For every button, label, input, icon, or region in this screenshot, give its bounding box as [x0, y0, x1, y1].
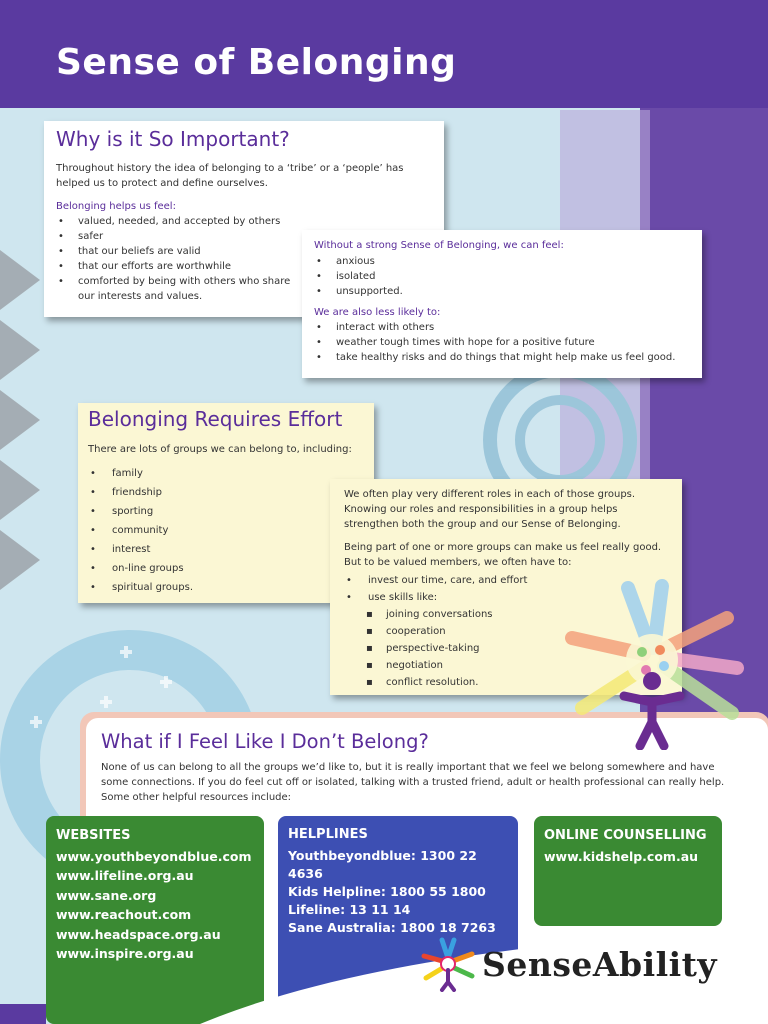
list-item: • family — [88, 464, 364, 483]
list-item: ▪ perspective-taking — [364, 640, 668, 657]
without-list — [314, 254, 690, 299]
websites-heading: WEBSITES — [56, 828, 131, 843]
list-item: • valued, needed, and accepted by others — [56, 214, 296, 229]
without-belonging-card — [302, 230, 702, 378]
list-item: • spiritual groups. — [88, 578, 364, 597]
helpline-item: Youthbeyondblue: 1300 22 4636 — [288, 848, 477, 881]
list-item: ▪ conflict resolution. — [364, 674, 668, 691]
without-label: Without a strong Sense of Belonging, we can feel: — [314, 240, 564, 251]
helpline-item: Kids Helpline: 1800 55 1800 — [288, 884, 486, 899]
list-item: • weather tough times with hope for a positive future — [314, 335, 690, 350]
page-title: Sense of Belonging — [56, 42, 457, 83]
list-item: • interact with others — [314, 320, 690, 335]
roles-paragraph-2: Being part of one or more groups can make us feel really good. But to be valued members, we often have to: — [344, 542, 662, 568]
website-link[interactable]: www.headspace.org.au — [56, 926, 221, 942]
logo-figure-icon — [420, 936, 476, 992]
belonging-helps-list — [56, 214, 296, 304]
list-item: • unsupported. — [314, 284, 690, 299]
why-intro-text: Throughout history the idea of belonging to a ‘tribe’ or a ‘people’ has helped us to protect and define ourselves. — [56, 163, 404, 189]
helplines-heading: HELPLINES — [288, 827, 368, 842]
hands-figure-illustration — [562, 578, 744, 750]
list-item: • use skills like: — [344, 589, 668, 606]
list-item: • that our efforts are worthwhile — [56, 259, 296, 274]
list-item: ▪ joining conversations — [364, 606, 668, 623]
list-item: • invest our time, care, and effort — [344, 572, 668, 589]
helpline-item: Sane Australia: 1800 18 7263 — [288, 920, 496, 935]
brand-name: SenseAbility — [482, 944, 718, 984]
website-link[interactable]: www.lifeline.org.au — [56, 868, 194, 883]
website-link[interactable]: www.inspire.org.au — [56, 946, 194, 961]
website-link[interactable]: www.reachout.com — [56, 907, 192, 922]
list-item: • safer — [56, 229, 296, 244]
groups-list — [88, 464, 364, 597]
effort-heading: Belonging Requires Effort — [88, 407, 343, 431]
list-item: • friendship — [88, 483, 364, 502]
list-item: ▪ cooperation — [364, 623, 668, 640]
effort-intro: There are lots of groups we can belong to, including: — [88, 444, 352, 455]
list-item: • anxious — [314, 254, 690, 269]
list-item: • community — [88, 521, 364, 540]
list-item: • that our beliefs are valid — [56, 244, 296, 259]
dont-belong-text: None of us can belong to all the groups we’d like to, but it is really important that we feel we belong somewhere and have some connections. If you do feel cut off or isolated, talking with a trusted friend, adult or health professional can really help. Some other helpful resources include: — [101, 762, 725, 803]
list-item: • isolated — [314, 269, 690, 284]
counselling-heading: ONLINE COUNSELLING — [544, 828, 707, 843]
list-item: • interest — [88, 540, 364, 559]
dont-belong-heading: What if I Feel Like I Don’t Belong? — [101, 730, 429, 753]
helpline-item: Lifeline: 13 11 14 — [288, 902, 411, 917]
website-link[interactable]: www.youthbeyondblue.com — [56, 848, 252, 864]
list-item: ▪ negotiation — [364, 657, 668, 674]
counselling-link[interactable]: www.kidshelp.com.au — [544, 848, 699, 864]
roles-paragraph-1: We often play very different roles in each of those groups. Knowing our roles and responsibilities in a group helps strengthen both the group and our Sense of Belonging. — [344, 489, 636, 530]
senseability-logo — [420, 936, 717, 992]
belonging-helps-label: Belonging helps us feel: — [56, 201, 176, 212]
less-likely-list — [314, 320, 690, 365]
website-link[interactable]: www.sane.org — [56, 887, 157, 903]
list-item: • on-line groups — [88, 559, 364, 578]
list-item: • sporting — [88, 502, 364, 521]
list-item: • comforted by being with others who share our interests and values. — [56, 274, 296, 304]
why-important-heading: Why is it So Important? — [56, 127, 290, 151]
list-item: • take healthy risks and do things that might help make us feel good. — [314, 350, 690, 365]
less-likely-label: We are also less likely to: — [314, 307, 441, 318]
